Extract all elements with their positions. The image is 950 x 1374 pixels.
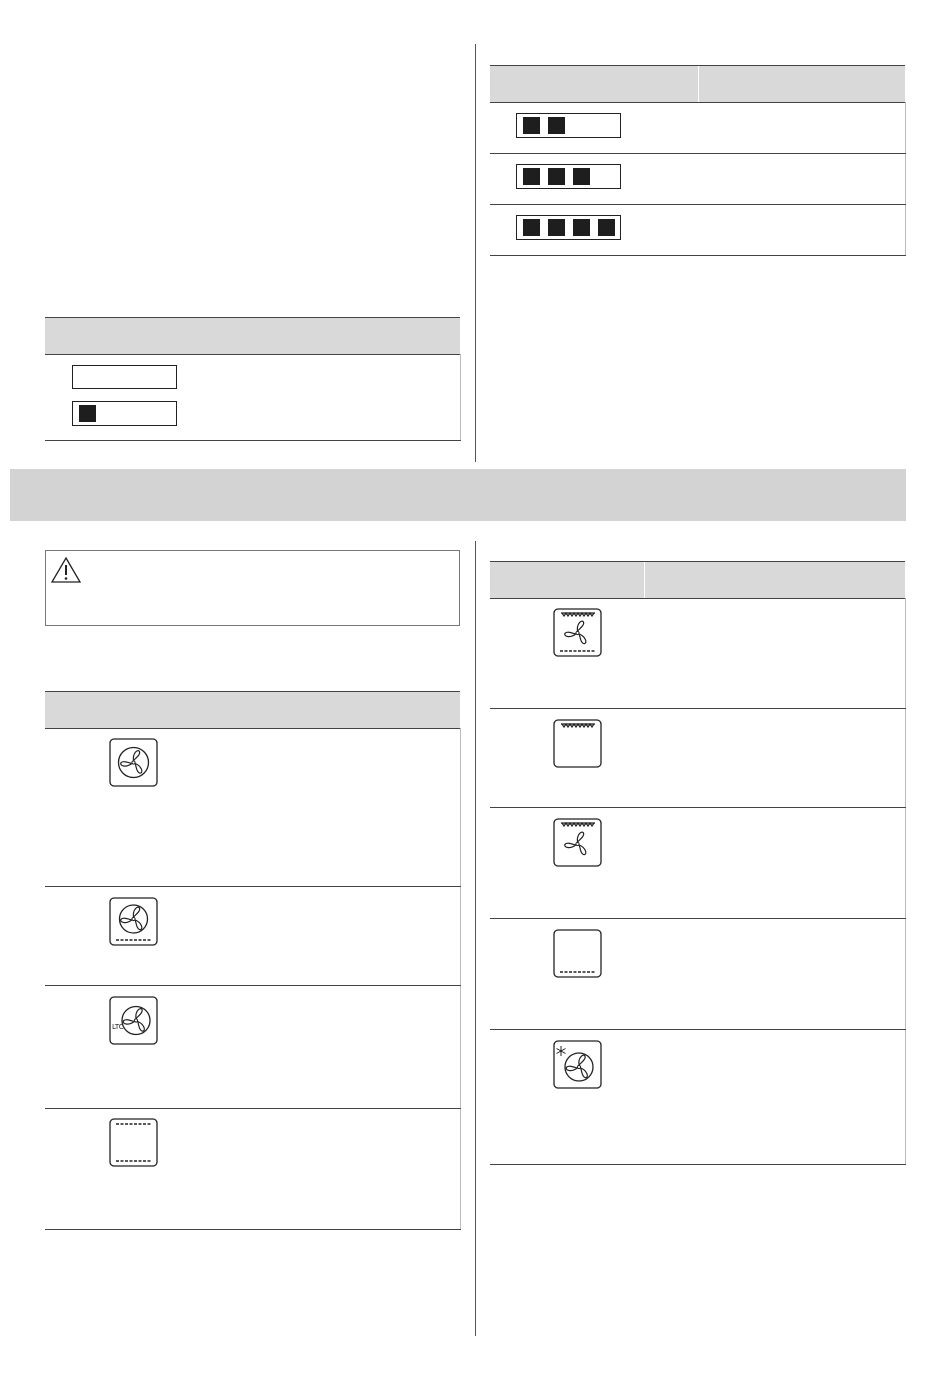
display-indicator-table-body [45, 354, 461, 441]
fast-grilling-fan-icon [553, 818, 601, 866]
heat-up-indicator-4-bars-icon [516, 215, 621, 240]
heat-up-indicator-3-bars-icon [516, 164, 621, 189]
heat-up-indicator-empty-icon [72, 365, 177, 389]
oven-functions-table-body-left [45, 728, 461, 1230]
true-fan-cooking-icon [109, 738, 157, 786]
oven-functions-table-header-right [490, 561, 905, 599]
pizza-setting-icon [109, 897, 157, 945]
bottom-heat-icon [553, 929, 601, 977]
heat-up-indicator-2-bars-icon [516, 113, 621, 138]
warning-triangle-icon [50, 556, 82, 584]
display-indicator-table-header [45, 317, 460, 355]
grilling-icon [553, 719, 601, 767]
heat-indicator-table-header [490, 65, 905, 103]
oven-functions-table-header-left [45, 691, 460, 729]
heat-up-indicator-1-bar-icon [72, 401, 177, 426]
heat-indicator-table-body [490, 102, 906, 256]
section-banner [10, 469, 906, 521]
oven-functions-table-body-right [490, 598, 906, 1165]
ltc-badge: LTC [112, 1023, 124, 1031]
column-divider-top [475, 44, 476, 462]
conventional-cooking-icon [109, 1118, 157, 1166]
turbo-grilling-icon [553, 608, 601, 656]
warning-box [45, 550, 460, 626]
defrost-icon [553, 1040, 601, 1088]
low-temperature-cooking-icon [109, 996, 157, 1044]
column-divider-bottom [475, 541, 476, 1336]
